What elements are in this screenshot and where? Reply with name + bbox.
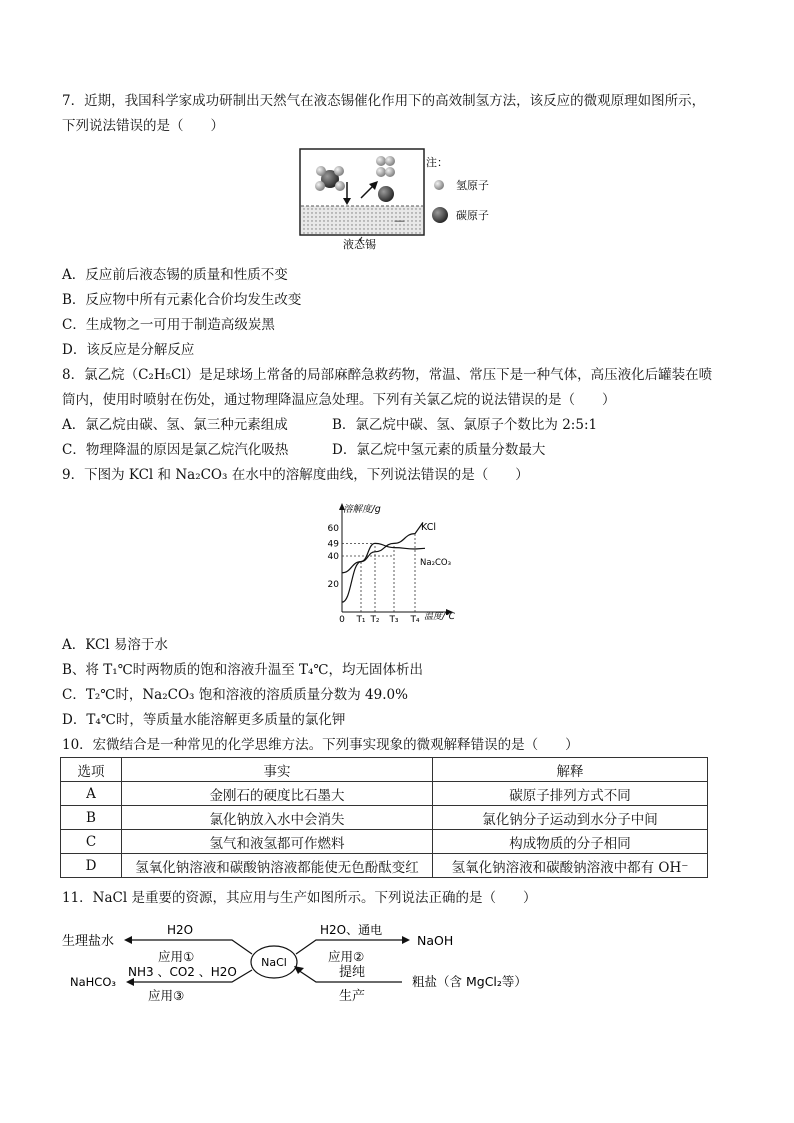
header-option: 选项 — [61, 758, 122, 782]
table-row — [61, 830, 708, 854]
q7-option-c: C．生成物之一可用于制造高级炭黑 — [62, 317, 275, 333]
q9-stem: 9．下图为 KCl 和 Na₂CO₃ 在水中的溶解度曲线，下列说法错误的是（ ） — [62, 467, 529, 483]
legend-title: 注： — [426, 156, 448, 169]
y-tick-label: 49 — [327, 539, 339, 550]
table-header-row — [61, 758, 708, 782]
left-bottom-product: NaHCO₃ — [70, 975, 116, 989]
q8-stem-line1: 8．氯乙烷（C₂H₅Cl）是足球场上常备的局部麻醉急救药物，常温、常压下是一种气体，高压液化后罐装在喷 — [62, 367, 713, 383]
table-cell: 氢氧化钠溶液和碳酸钠溶液中都有 OH⁻ — [433, 854, 708, 878]
header-fact: 事实 — [122, 758, 433, 782]
header-explanation: 解释 — [433, 758, 708, 782]
chart-ylabel: 溶解度/g — [343, 504, 381, 515]
tin-label: 液态锡 — [343, 238, 376, 250]
q7-micro-diagram — [299, 148, 509, 250]
q8-option-d: D．氯乙烷中氢元素的质量分数最大 — [332, 442, 546, 458]
x-tick-label: T₂ — [370, 615, 380, 622]
right-bottom-top: 提纯 — [339, 965, 366, 980]
q7-stem-line1: 7．近期，我国科学家成功研制出天然气在液态锡催化作用下的高效制氢方法，该反应的微观原理如图所示， — [62, 93, 706, 109]
q7-stem-line2: 下列说法错误的是（ ） — [62, 118, 224, 134]
table-cell: 氯化钠放入水中会消失 — [122, 806, 433, 830]
x-tick-label: T₄ — [410, 615, 420, 622]
table-cell: 构成物质的分子相同 — [433, 830, 708, 854]
x-tick-label: 0 — [339, 615, 345, 622]
solubility-chart — [318, 500, 468, 622]
table-cell: C — [61, 830, 122, 854]
series-label-na2co3: Na₂CO₃ — [420, 558, 452, 568]
q9-option-b: B、将 T₁℃时两物质的饱和溶液升温至 T₄℃，均无固体析出 — [62, 662, 424, 678]
q8-option-a: A．氯乙烷由碳、氢、氯三种元素组成 — [62, 417, 288, 433]
q10-table — [60, 757, 708, 878]
table-row — [61, 854, 708, 878]
table-row — [61, 782, 708, 806]
q7-option-a: A．反应前后液态锡的质量和性质不变 — [62, 267, 288, 283]
carbon-atom-icon — [432, 207, 448, 223]
table-cell: 金刚石的硬度比石墨大 — [122, 782, 433, 806]
q10-stem: 10．宏微结合是一种常见的化学思维方法。下列事实现象的微观解释错误的是（ ） — [62, 737, 579, 753]
svg-text:—: — — [394, 214, 405, 227]
table-row — [61, 806, 708, 830]
right-top-label: 应用② — [328, 949, 365, 964]
series-label-kcl: KCl — [421, 522, 436, 533]
table-cell: D — [61, 854, 122, 878]
na2co3-curve — [342, 543, 425, 602]
q9-option-a: A．KCl 易溶于水 — [62, 637, 168, 653]
right-top-product: NaOH — [417, 933, 454, 948]
table-cell: 碳原子排列方式不同 — [433, 782, 708, 806]
q7-option-b: B．反应物中所有元素化合价均发生改变 — [62, 292, 302, 308]
chart-xlabel: 温度/℃ — [424, 612, 456, 622]
left-bottom-reagent: NH3 、CO2 、H2O — [128, 965, 237, 979]
kcl-curve — [342, 522, 423, 572]
table-cell: 氢氧化钠溶液和碳酸钠溶液都能使无色酚酞变红 — [122, 854, 433, 878]
table-cell: 氢气和液氢都可作燃料 — [122, 830, 433, 854]
q11-stem: 11．NaCl 是重要的资源，其应用与生产如图所示。下列说法正确的是（ ） — [62, 890, 537, 906]
table-cell: A — [61, 782, 122, 806]
q7-option-d: D．该反应是分解反应 — [62, 342, 195, 358]
arrow-left-icon — [124, 936, 132, 944]
table-cell: B — [61, 806, 122, 830]
q8-option-c: C．物理降温的原因是氯乙烷汽化吸热 — [62, 442, 289, 458]
legend-carbon: 碳原子 — [456, 209, 489, 222]
left-top-label: 应用① — [158, 949, 195, 964]
q8-option-b: B．氯乙烷中碳、氢、氯原子个数比为 2:5:1 — [332, 417, 598, 433]
hydrogen-atom-icon — [434, 180, 444, 190]
right-bottom-source: 粗盐（含 MgCl₂等） — [412, 974, 527, 989]
y-tick-label: 20 — [327, 580, 339, 590]
table-cell: 氯化钠分子运动到水分子中间 — [433, 806, 708, 830]
legend-hydrogen: 氢原子 — [456, 179, 489, 192]
right-top-reagent: H2O、通电 — [320, 923, 383, 937]
y-tick-label: 40 — [327, 552, 339, 562]
q8-stem-line2: 筒内，使用时喷射在伤处，通过物理降温应急处理。下列有关氯乙烷的说法错误的是（ ） — [62, 392, 616, 408]
arrow-left-icon — [126, 978, 134, 986]
nacl-center-label: NaCl — [261, 956, 287, 969]
arrow-right-icon — [402, 936, 410, 944]
q9-option-d: D．T₄℃时，等质量水能溶解更多质量的氯化钾 — [62, 712, 346, 728]
q9-option-c: C．T₂℃时，Na₂CO₃ 饱和溶液的溶质质量分数为 49.0% — [62, 687, 408, 703]
left-bottom-label: 应用③ — [148, 988, 185, 1003]
y-tick-label: 60 — [327, 524, 339, 534]
x-tick-label: T₁ — [356, 615, 366, 622]
left-top-product: 生理盐水 — [62, 934, 115, 949]
left-top-reagent: H2O — [167, 923, 194, 937]
carbon-product — [378, 186, 394, 202]
nacl-flow-diagram — [62, 912, 552, 1008]
x-tick-label: T₃ — [389, 615, 399, 622]
right-bottom-label: 生产 — [339, 989, 366, 1004]
